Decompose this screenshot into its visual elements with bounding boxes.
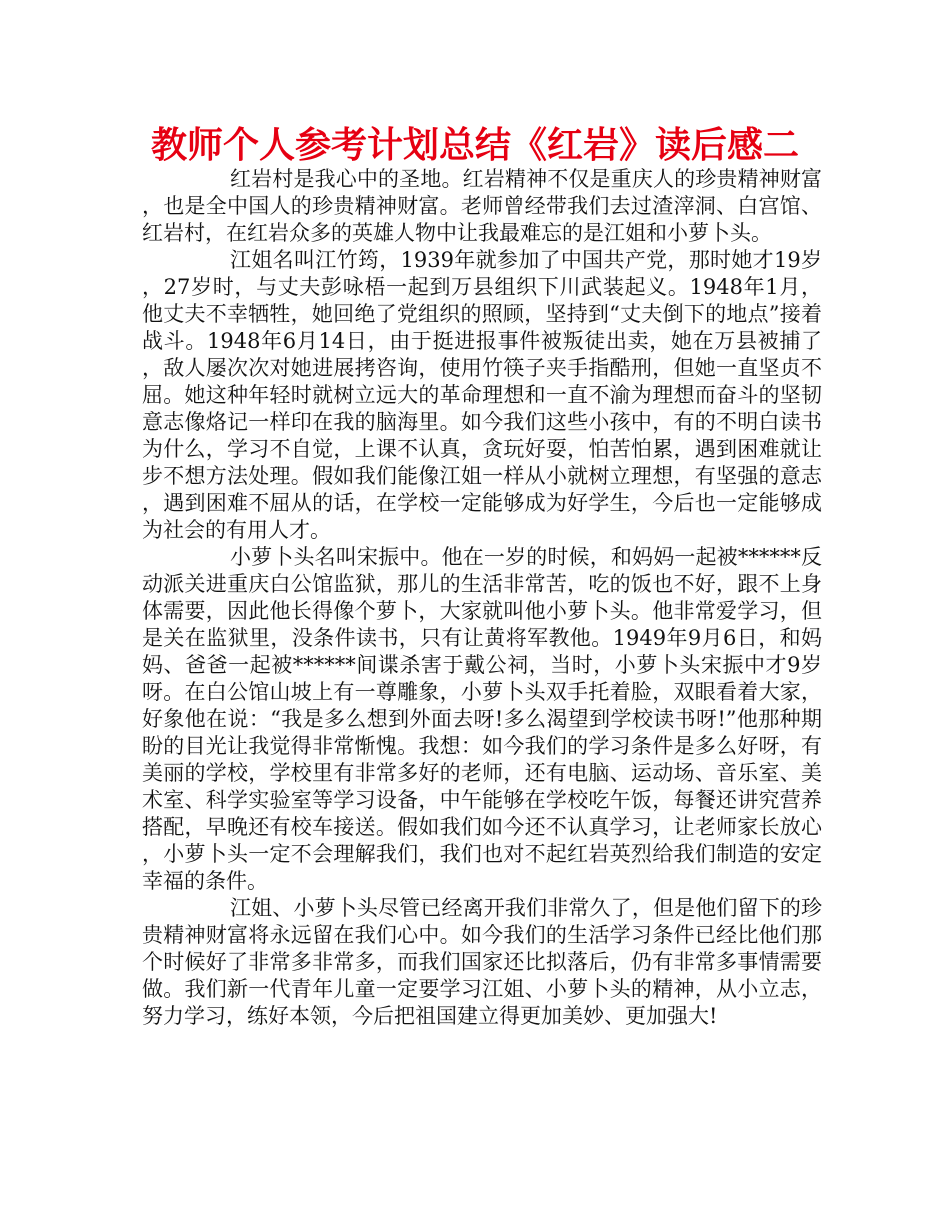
- paragraph-1: 红岩村是我心中的圣地。红岩精神不仅是重庆人的珍贵精神财富，也是全中国人的珍贵精神财富。老师曾经带我们去过渣滓洞、白宫馆、红岩村，在红岩众多的英雄人物中让我最难忘的是江姐和小萝卜头。: [142, 167, 822, 245]
- document-title: 教师个人参考计划总结《红岩》读后感二: [150, 125, 799, 166]
- document-body: [142, 166, 822, 1030]
- paragraph-4: 江姐、小萝卜头尽管已经离开我们非常久了，但是他们留下的珍贵精神财富将永远留在我们心中。如今我们的生活学习条件已经比他们那个时候好了非常多非常多，而我们国家还比拟落后，仍有非常多事情需要做。我们新一代青年儿童一定要学习江姐、小萝卜头的精神，从小立志，努力学习，练好本领，今后把祖国建立得更加美妙、更加强大!: [142, 896, 822, 1028]
- paragraph-2: 江姐名叫江竹筠，1939年就参加了中国共产党，那时她才19岁，27岁时，与丈夫彭咏梧一起到万县组织下川武装起义。1948年1月，他丈夫不幸牺牲，她回绝了党组织的照顾，坚持到“丈夫倒下的地点”接着战斗。1948年6月14日，由于挺进报事件被叛徒出卖，她在万县被捕了，敌人屡次次对她进展拷咨询，使用竹筷子夹手指酷刑，但她一直坚贞不屈。她这种年轻时就树立远大的革命理想和一直不渝为理想而奋斗的坚韧意志像烙记一样印在我的脑海里。如今我们这些小孩中，有的不明白读书为什么，学习不自觉，上课不认真，贪玩好耍，怕苦怕累，遇到困难就让步不想方法处理。假如我们能像江姐一样从小就树立理想，有坚强的意志，遇到困难不屈从的话，在学校一定能够成为好学生，今后也一定能够成为社会的有用人才。: [142, 248, 822, 542]
- paragraph-3: 小萝卜头名叫宋振中。他在一岁的时候，和妈妈一起被******反动派关进重庆白公馆监狱，那儿的生活非常苦，吃的饭也不好，跟不上身体需要，因此他长得像个萝卜，大家就叫他小萝卜头。他非常爱学习，但是关在监狱里，没条件读书，只有让黄将军教他。1949年9月6日，和妈妈、爸爸一起被******间谍杀害于戴公祠，当时，小萝卜头宋振中才9岁呀。在白公馆山坡上有一尊雕象，小萝卜头双手托着脸，双眼看着大家，好象他在说：“我是多么想到外面去呀!多么渴望到学校读书呀!”他那种期盼的目光让我觉得非常惭愧。我想：如今我们的学习条件是多么好呀，有美丽的学校，学校里有非常多好的老师，还有电脑、运动场、音乐室、美术室、科学实验室等学习设备，中午能够在学校吃午饭，每餐还讲究营养搭配，早晚还有校车接送。假如我们如今还不认真学习，让老师家长放心，小萝卜头一定不会理解我们，我们也对不起红岩英烈给我们制造的安定幸福的条件。: [142, 545, 822, 893]
